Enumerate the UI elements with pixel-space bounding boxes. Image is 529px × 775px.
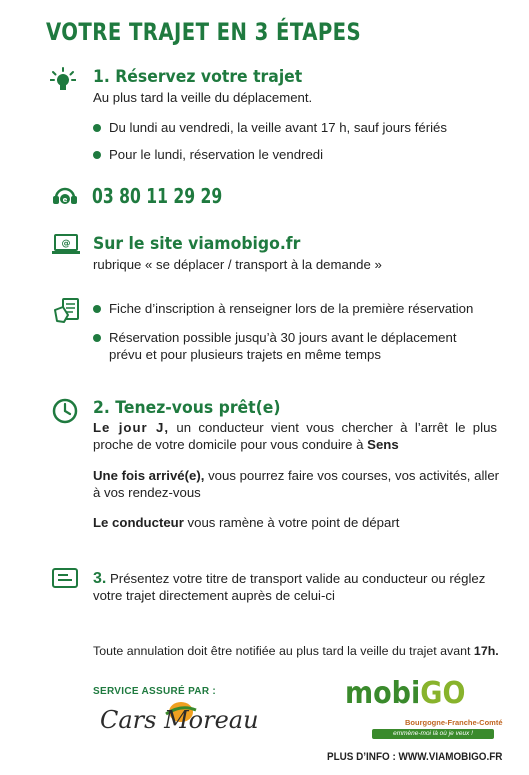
form-bullet: Réservation possible jusqu’à 30 jours avant le déplacement prévu et pour plusieurs trajets en même temps bbox=[93, 329, 493, 363]
laptop-icon bbox=[52, 234, 80, 256]
step1-bullet: Du lundi au vendredi, la veille avant 17 h, sauf jours fériés bbox=[93, 119, 493, 136]
headset-icon bbox=[52, 185, 78, 207]
step2-p1-end: Sens bbox=[367, 437, 399, 452]
step2-paragraph bbox=[93, 514, 503, 531]
service-label: SERVICE ASSURÉ PAR : bbox=[93, 686, 217, 697]
svg-text:e: e bbox=[62, 196, 68, 204]
brand-tagline: emmène-moi là où je veux ! bbox=[372, 729, 494, 739]
step2-heading: 2. Tenez-vous prêt(e) bbox=[93, 398, 281, 418]
cancel-deadline: 17h. bbox=[473, 644, 499, 658]
site-subtitle: rubrique « se déplacer / transport à la demande » bbox=[93, 257, 382, 272]
step2-paragraph bbox=[93, 467, 503, 501]
info-link[interactable]: PLUS D’INFO : WWW.VIAMOBIGO.FR bbox=[327, 751, 503, 763]
step3-number: 3. bbox=[93, 570, 107, 587]
logo-part-b: GO bbox=[420, 676, 466, 711]
step2-p1-text: un conducteur vient vous chercher à l’arrêt le plus proche de votre domicile pour vous conduire à bbox=[93, 420, 497, 452]
site-heading[interactable]: Sur le site viamobigo.fr bbox=[93, 234, 301, 254]
step1-bullet: Pour le lundi, réservation le vendredi bbox=[93, 146, 493, 163]
step2-paragraph bbox=[93, 419, 497, 453]
form-hand-icon bbox=[54, 297, 82, 325]
mobigo-logo bbox=[345, 676, 465, 711]
clock-icon bbox=[52, 398, 78, 424]
step2-p3-text: vous ramène à votre point de départ bbox=[183, 515, 400, 530]
svg-text:@: @ bbox=[61, 239, 71, 249]
operator-logo: Cars Moreau bbox=[100, 706, 259, 734]
step2-p3-bold: Le conducteur bbox=[93, 515, 184, 530]
step1-heading: 1. Réservez votre trajet bbox=[93, 67, 303, 87]
step2-p2-bold: Une fois arrivé(e), bbox=[93, 468, 205, 483]
step2-p1-bold: Le jour J, bbox=[93, 420, 170, 435]
step3-body: Présentez votre titre de transport valide au conducteur ou réglez votre trajet directement auprès de celui-ci bbox=[93, 571, 486, 603]
page-title: VOTRE TRAJET EN 3 ÉTAPES bbox=[46, 18, 362, 46]
phone-number[interactable]: 03 80 11 29 29 bbox=[92, 184, 223, 208]
cancel-text: Toute annulation doit être notifiée au plus tard la veille du trajet avant bbox=[93, 644, 474, 658]
logo-part-a: mobi bbox=[345, 676, 421, 711]
lightbulb-icon bbox=[50, 67, 76, 93]
ticket-icon bbox=[52, 568, 78, 588]
region-label: Bourgogne-Franche-Comté bbox=[405, 718, 503, 727]
step2-p2-text: vous pourrez faire vos courses, vos activités, aller à vos rendez-vous bbox=[93, 468, 500, 500]
step1-subtitle: Au plus tard la veille du déplacement. bbox=[93, 90, 313, 105]
cancel-notice bbox=[93, 643, 513, 660]
form-bullet: Fiche d’inscription à renseigner lors de la première réservation bbox=[93, 300, 503, 317]
step3-text bbox=[93, 570, 503, 604]
